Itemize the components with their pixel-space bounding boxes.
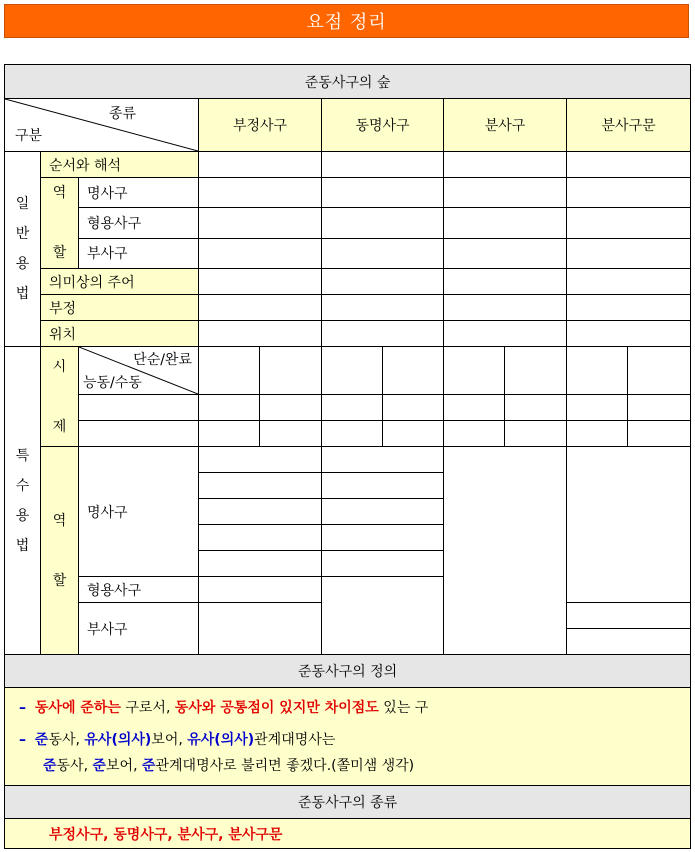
cell <box>628 347 691 395</box>
cell <box>567 152 691 178</box>
definition-title: 준동사구의 정의 <box>5 655 691 688</box>
summary-banner <box>4 4 689 38</box>
corner-category-label: 구분 <box>15 128 43 144</box>
cell <box>199 295 322 321</box>
cell <box>260 421 322 447</box>
col-header-participle-construction: 분사구문 <box>567 99 691 152</box>
col-header-participle: 분사구 <box>444 99 567 152</box>
cell <box>444 208 567 238</box>
verbal-phrase-table <box>4 64 691 849</box>
cell <box>444 395 505 421</box>
kinds-list: 부정사구, 동명사구, 분사구, 분사구문 <box>5 819 691 849</box>
cell <box>199 525 322 551</box>
cell <box>322 295 444 321</box>
cell <box>322 395 383 421</box>
cell <box>199 321 322 347</box>
tense-active-passive: 능동/수동 <box>83 375 142 391</box>
cell <box>322 269 444 295</box>
special-row-adjective: 형용사구 <box>79 577 199 603</box>
general-role-label: 역 할 <box>41 178 79 269</box>
col-header-gerund: 동명사구 <box>322 99 444 152</box>
cell <box>199 178 322 208</box>
cell <box>444 152 567 178</box>
cell <box>79 395 199 421</box>
cell <box>199 551 322 577</box>
cell <box>322 499 444 525</box>
cell <box>199 577 322 603</box>
cell <box>505 347 567 395</box>
definition-line-3: 준동사, 준보어, 준관계대명사로 불리면 좋겠다.(쫄미샘 생각) <box>43 757 415 774</box>
definition-line-1: – 동사에 준하는 구로서, 동사와 공통점이 있지만 차이점도 있는 구 <box>19 699 429 716</box>
cell <box>444 178 567 208</box>
cell <box>199 152 322 178</box>
cell <box>199 447 322 473</box>
cell <box>322 238 444 268</box>
cell <box>444 421 505 447</box>
banner-title: 요점 정리 <box>306 12 387 33</box>
cell <box>444 269 567 295</box>
cell <box>199 421 260 447</box>
cell <box>567 295 691 321</box>
tense-simple-perfect: 단순/완료 <box>133 352 192 368</box>
row-position: 위치 <box>41 321 199 347</box>
row-adverb: 부사구 <box>79 238 199 268</box>
kinds-title: 준동사구의 종류 <box>5 786 691 819</box>
cell <box>383 421 444 447</box>
special-row-adverb: 부사구 <box>79 603 199 655</box>
cell <box>505 395 567 421</box>
cell <box>199 269 322 295</box>
special-role-label: 역 할 <box>41 447 79 655</box>
cell <box>322 473 444 499</box>
cell <box>383 347 444 395</box>
cell <box>567 238 691 268</box>
cell <box>322 347 383 395</box>
cell <box>199 208 322 238</box>
cell <box>628 421 691 447</box>
cell <box>444 347 505 395</box>
general-usage-label: 일 반 용 법 <box>5 152 41 347</box>
col-header-infinitive: 부정사구 <box>199 99 322 152</box>
cell <box>567 347 628 395</box>
corner-header <box>5 99 199 152</box>
cell <box>567 269 691 295</box>
cell <box>628 395 691 421</box>
cell <box>199 499 322 525</box>
cell <box>322 152 444 178</box>
row-semantic-subject: 의미상의 주어 <box>41 269 199 295</box>
cell <box>322 178 444 208</box>
cell <box>567 421 628 447</box>
cell <box>567 447 691 603</box>
cell <box>322 321 444 347</box>
tense-label: 시 제 <box>41 347 79 447</box>
cell <box>567 603 691 629</box>
special-row-noun: 명사구 <box>79 447 199 577</box>
corner-kind-label: 종류 <box>108 106 136 122</box>
cell <box>322 525 444 551</box>
cell <box>199 238 322 268</box>
cell <box>505 421 567 447</box>
cell <box>322 551 444 577</box>
cell <box>322 577 444 655</box>
special-usage-label: 특 수 용 법 <box>5 347 41 655</box>
cell <box>322 208 444 238</box>
row-negation: 부정 <box>41 295 199 321</box>
cell <box>260 395 322 421</box>
cell <box>567 178 691 208</box>
cell <box>567 395 628 421</box>
cell <box>444 447 567 655</box>
cell <box>567 629 691 655</box>
cell <box>444 321 567 347</box>
cell <box>260 347 322 395</box>
table-title: 준동사구의 숲 <box>5 65 691 99</box>
cell <box>567 321 691 347</box>
definition-line-2: – 준동사, 유사(의사)보어, 유사(의사)관계대명사는 <box>19 731 336 748</box>
cell <box>199 395 260 421</box>
cell <box>199 603 322 655</box>
cell <box>322 421 383 447</box>
cell <box>79 421 199 447</box>
row-adjective: 형용사구 <box>79 208 199 238</box>
definition-body <box>5 688 691 786</box>
row-order: 순서와 해석 <box>41 152 199 178</box>
cell <box>322 447 444 473</box>
cell <box>444 238 567 268</box>
cell <box>199 473 322 499</box>
cell <box>199 347 260 395</box>
cell <box>444 295 567 321</box>
row-noun: 명사구 <box>79 178 199 208</box>
cell <box>383 395 444 421</box>
tense-corner <box>79 347 199 395</box>
cell <box>567 208 691 238</box>
